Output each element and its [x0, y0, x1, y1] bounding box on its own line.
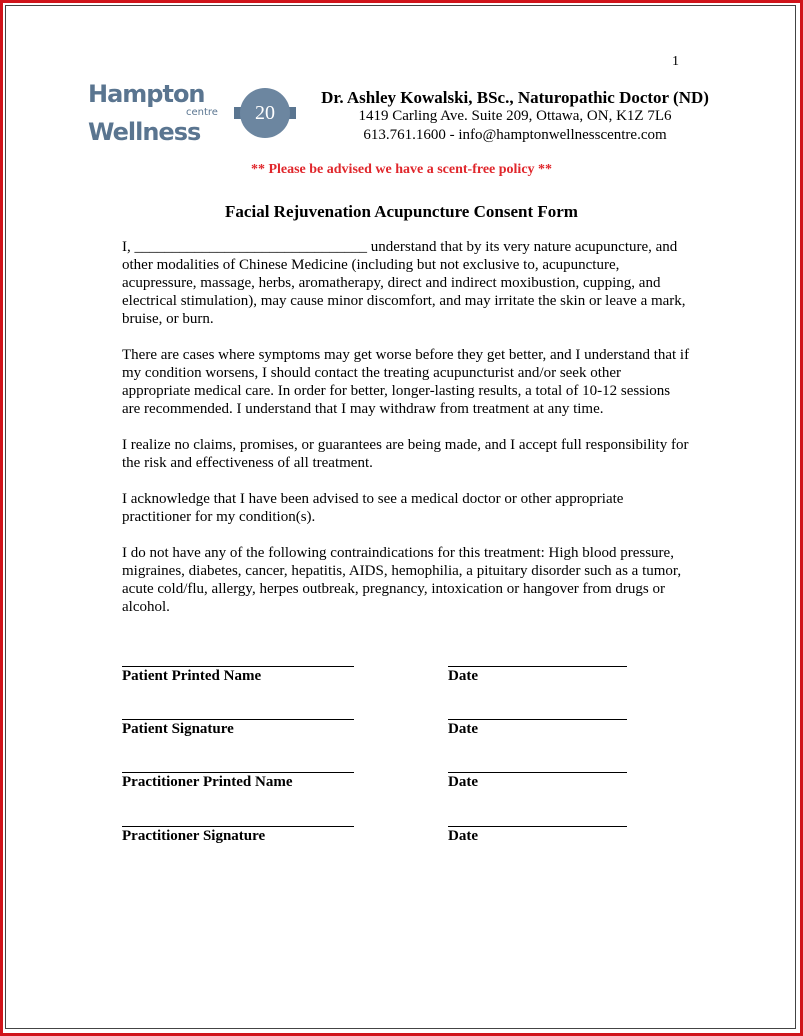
logo-centre: centre [186, 107, 218, 118]
date-label: Date [448, 668, 478, 684]
logo-line2: Wellness [88, 118, 201, 146]
signature-line[interactable] [122, 666, 354, 667]
signature-line[interactable] [122, 826, 354, 827]
date-line[interactable] [448, 719, 627, 720]
patient-printed-name-label: Patient Printed Name [122, 668, 262, 684]
signature-line[interactable] [122, 719, 354, 720]
logo-line1: Hampton [88, 80, 205, 108]
page-number: 1 [672, 54, 679, 69]
date-label: Date [448, 828, 478, 844]
anniversary-seal: 20 [240, 88, 290, 138]
paragraph: I acknowledge that I have been advised to see a medical doctor or other appropriate practitioner for my condition(s). [122, 491, 624, 525]
date-label: Date [448, 721, 478, 737]
paragraph: There are cases where symptoms may get worse before they get better, and I understand that if my condition worsens, I should contact the treating acupuncturist and/or seek other appropriate medical care. In order for better, longer-lasting results, a total of 10-12 sessions are recommended. I understand that I may withdraw from treatment at any time. [122, 347, 690, 417]
date-line[interactable] [448, 826, 627, 827]
date-line[interactable] [448, 772, 627, 773]
scent-free-notice: ** Please be advised we have a scent-free policy ** [250, 162, 553, 177]
date-label: Date [448, 774, 478, 790]
patient-signature-label: Patient Signature [122, 721, 234, 737]
practitioner-signature-label: Practitioner Signature [122, 828, 266, 844]
form-title: Facial Rejuvenation Acupuncture Consent Form [225, 202, 578, 221]
paragraph: I realize no claims, promises, or guarantees are being made, and I accept full responsibility for the risk and effectiveness of all treatment. [122, 437, 689, 471]
consent-body [122, 238, 692, 634]
signature-line[interactable] [122, 772, 354, 773]
practitioner-printed-name-label: Practitioner Printed Name [122, 774, 293, 790]
paragraph: I do not have any of the following contraindications for this treatment: High blood pressure, migraines, diabetes, cancer, hepatitis, AIDS, hemophilia, a pituitary disorder such as a tumor, acute cold/flu, allergy, herpes outbreak, pregnancy, intoxication or hangover from drugs or alcohol. [122, 545, 682, 615]
date-line[interactable] [448, 666, 627, 667]
contact: 613.761.1600 - info@hamptonwellnesscentre.com [363, 127, 667, 143]
hampton-wellness-logo [88, 82, 293, 146]
letterhead [300, 88, 730, 145]
address: 1419 Carling Ave. Suite 209, Ottawa, ON, K1Z 7L6 [358, 108, 672, 124]
doctor-name: Dr. Ashley Kowalski, BSc., Naturopathic Doctor (ND) [321, 88, 709, 107]
paragraph: I, _______________________________ understand that by its very nature acupuncture, and other modalities of Chinese Medicine (including but not exclusive to, acupuncture, acupressure, massage, herbs, aromatherapy, direct and indirect moxibustion, cupping, and electrical stimulation), may cause minor discomfort, and may irritate the skin or leave a mark, bruise, or burn. [122, 239, 686, 327]
